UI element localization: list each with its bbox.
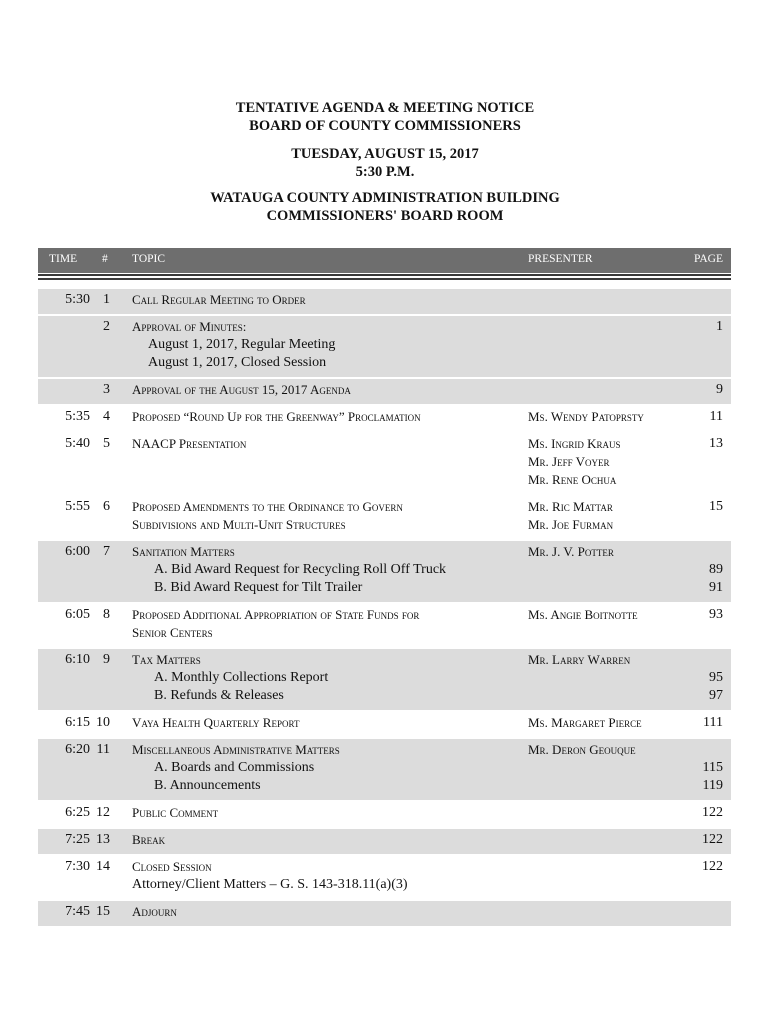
presenter-name: Ms. Angie Boitnotte (528, 607, 638, 622)
page-number (709, 651, 723, 669)
topic-title: Closed Session (132, 859, 212, 874)
row-page (702, 804, 723, 822)
topic-title: Senior Centers (132, 625, 213, 640)
row-page (716, 381, 723, 399)
topic-title: Public Comment (132, 805, 219, 820)
presenter-name: Ms. Margaret Pierce (528, 715, 642, 730)
presenter-name: Mr. Deron Geouque (528, 742, 636, 757)
page-number: 115 (702, 760, 723, 775)
topic-title: Proposed Amendments to the Ordinance to Govern (132, 499, 403, 514)
presenter-name: Mr. Ric Mattar (528, 499, 613, 514)
row-number: 6 (103, 499, 110, 514)
topic-subitem: B. Announcements (154, 778, 261, 793)
topic-subitem: August 1, 2017, Closed Session (148, 355, 327, 370)
row-presenter (528, 408, 644, 426)
agenda-row (38, 433, 731, 494)
row-topic (132, 831, 165, 849)
meeting-location (0, 189, 770, 225)
row-time: 7:45 (65, 904, 90, 919)
topic-title: Break (132, 832, 166, 847)
row-page (709, 543, 723, 597)
row-page (702, 831, 723, 849)
row-time: 5:40 (65, 436, 90, 451)
row-time: 5:30 (65, 292, 90, 307)
col-topic: TOPIC (132, 253, 166, 265)
row-number: 2 (103, 319, 110, 334)
row-page (703, 741, 723, 795)
agenda-row (38, 289, 731, 314)
row-topic (132, 291, 306, 309)
page-number: 122 (702, 805, 723, 820)
topic-title: Adjourn (132, 904, 177, 919)
page-number (703, 741, 723, 759)
topic-title: Approval of the August 15, 2017 Agenda (132, 382, 351, 397)
row-page (709, 651, 723, 705)
page-number (709, 543, 723, 561)
row-time: 5:35 (65, 409, 90, 424)
presenter-name: Ms. Wendy Patoprsty (528, 409, 644, 424)
presenter-name: Mr. Jeff Voyer (528, 454, 610, 469)
row-time: 6:00 (65, 544, 90, 559)
topic-subitem: B. Bid Award Request for Tilt Trailer (154, 580, 363, 595)
row-presenter (528, 498, 613, 534)
row-topic (132, 435, 246, 453)
topic-subitem: B. Refunds & Releases (154, 688, 284, 703)
row-topic (132, 408, 421, 426)
col-presenter: PRESENTER (528, 253, 593, 265)
row-page (702, 858, 723, 876)
page-number: 97 (709, 688, 723, 703)
page-number: 15 (709, 499, 723, 514)
row-topic (132, 741, 340, 795)
topic-title: NAACP Presentation (132, 436, 247, 451)
row-time: 6:10 (65, 652, 90, 667)
title-line-2: BOARD OF COUNTY COMMISSIONERS (249, 118, 521, 134)
topic-title: Sanitation Matters (132, 544, 235, 559)
location-line-2: COMMISSIONERS' BOARD ROOM (266, 208, 504, 224)
agenda-row (38, 316, 731, 377)
column-header-bar (38, 248, 731, 273)
meeting-time: 5:30 P.M. (355, 164, 415, 180)
row-page (709, 498, 723, 516)
topic-detail: Attorney/Client Matters – G. S. 143-318.11(a)(3) (132, 877, 408, 892)
agenda-row (38, 901, 731, 926)
row-topic (132, 318, 335, 372)
row-topic (132, 381, 351, 399)
topic-subitem: A. Boards and Commissions (154, 760, 315, 775)
topic-title: Approval of Minutes: (132, 319, 247, 334)
page-number: 95 (709, 670, 723, 685)
col-time: TIME (49, 253, 78, 265)
topic-title: Call Regular Meeting to Order (132, 292, 306, 307)
row-number: 13 (96, 832, 110, 847)
row-presenter (528, 606, 638, 624)
topic-subitem: A. Bid Award Request for Recycling Roll Off Truck (154, 562, 447, 577)
row-time: 6:05 (65, 607, 90, 622)
row-topic (132, 804, 218, 822)
presenter-name: Mr. Larry Warren (528, 652, 631, 667)
page-number: 93 (709, 607, 723, 622)
page-number: 13 (709, 436, 723, 451)
row-number: 3 (103, 382, 110, 397)
agenda-row (38, 604, 731, 647)
agenda-row (38, 649, 731, 710)
row-number: 5 (103, 436, 110, 451)
page-number: 119 (702, 778, 723, 793)
topic-title: Vaya Health Quarterly Report (132, 715, 300, 730)
topic-subitem: August 1, 2017, Regular Meeting (148, 337, 336, 352)
agenda-row (38, 406, 731, 431)
header-rule (38, 274, 731, 276)
row-number: 14 (96, 859, 110, 874)
row-number: 9 (103, 652, 110, 667)
row-time: 6:25 (65, 805, 90, 820)
row-page (716, 318, 723, 336)
meeting-datetime (0, 145, 770, 181)
row-number: 7 (103, 544, 110, 559)
row-number: 15 (96, 904, 110, 919)
title-line-1: TENTATIVE AGENDA & MEETING NOTICE (235, 100, 535, 116)
row-topic (132, 606, 419, 642)
page-number: 11 (709, 409, 723, 424)
presenter-name: Mr. Rene Ochua (528, 472, 617, 487)
location-line-1: WATAUGA COUNTY ADMINISTRATION BUILDING (210, 190, 560, 206)
row-number: 8 (103, 607, 110, 622)
row-topic (132, 903, 177, 921)
row-presenter (528, 435, 621, 489)
agenda-title (0, 99, 770, 135)
row-time: 7:25 (65, 832, 90, 847)
page-number: 122 (702, 832, 723, 847)
row-topic (132, 498, 403, 534)
row-page (709, 435, 723, 453)
row-topic (132, 858, 408, 894)
page-number: 91 (709, 580, 723, 595)
row-topic (132, 651, 328, 705)
agenda-row (38, 496, 731, 539)
page-number: 89 (709, 562, 723, 577)
presenter-name: Mr. J. V. Potter (528, 544, 614, 559)
row-time: 6:15 (65, 715, 90, 730)
agenda-row (38, 856, 731, 899)
page-number: 1 (716, 319, 723, 334)
row-time: 7:30 (65, 859, 90, 874)
topic-title: Miscellaneous Administrative Matters (132, 742, 340, 757)
agenda-row (38, 541, 731, 602)
row-page (710, 408, 723, 426)
row-page (703, 714, 723, 732)
topic-title: Proposed Additional Appropriation of State Funds for (132, 607, 420, 622)
presenter-name: Ms. Ingrid Kraus (528, 436, 621, 451)
row-number: 1 (103, 292, 110, 307)
agenda-row (38, 379, 731, 404)
row-time: 5:55 (65, 499, 90, 514)
row-topic (132, 543, 446, 597)
agenda-row (38, 739, 731, 800)
row-presenter (528, 651, 630, 669)
topic-title: Tax Matters (132, 652, 201, 667)
agenda-row (38, 802, 731, 827)
topic-title: Subdivisions and Multi-Unit Structures (132, 517, 346, 532)
row-presenter (528, 543, 614, 561)
page-number: 9 (716, 382, 723, 397)
row-time: 6:20 (65, 742, 90, 757)
row-topic (132, 714, 299, 732)
col-page: PAGE (694, 253, 723, 265)
agenda-table (38, 289, 731, 928)
col-num: # (102, 253, 108, 265)
row-number: 10 (96, 715, 110, 730)
row-presenter (528, 714, 642, 732)
page-number: 111 (703, 715, 723, 730)
row-presenter (528, 741, 636, 759)
agenda-row (38, 829, 731, 854)
topic-title: Proposed “Round Up for the Greenway” Proclamation (132, 409, 421, 424)
presenter-name: Mr. Joe Furman (528, 517, 614, 532)
row-page (709, 606, 723, 624)
row-number: 4 (103, 409, 110, 424)
page-number: 122 (702, 859, 723, 874)
topic-subitem: A. Monthly Collections Report (154, 670, 329, 685)
agenda-row (38, 712, 731, 737)
header-rule (38, 278, 731, 280)
row-number: 12 (96, 805, 110, 820)
row-number: 11 (96, 742, 110, 757)
meeting-date: TUESDAY, AUGUST 15, 2017 (291, 146, 479, 162)
